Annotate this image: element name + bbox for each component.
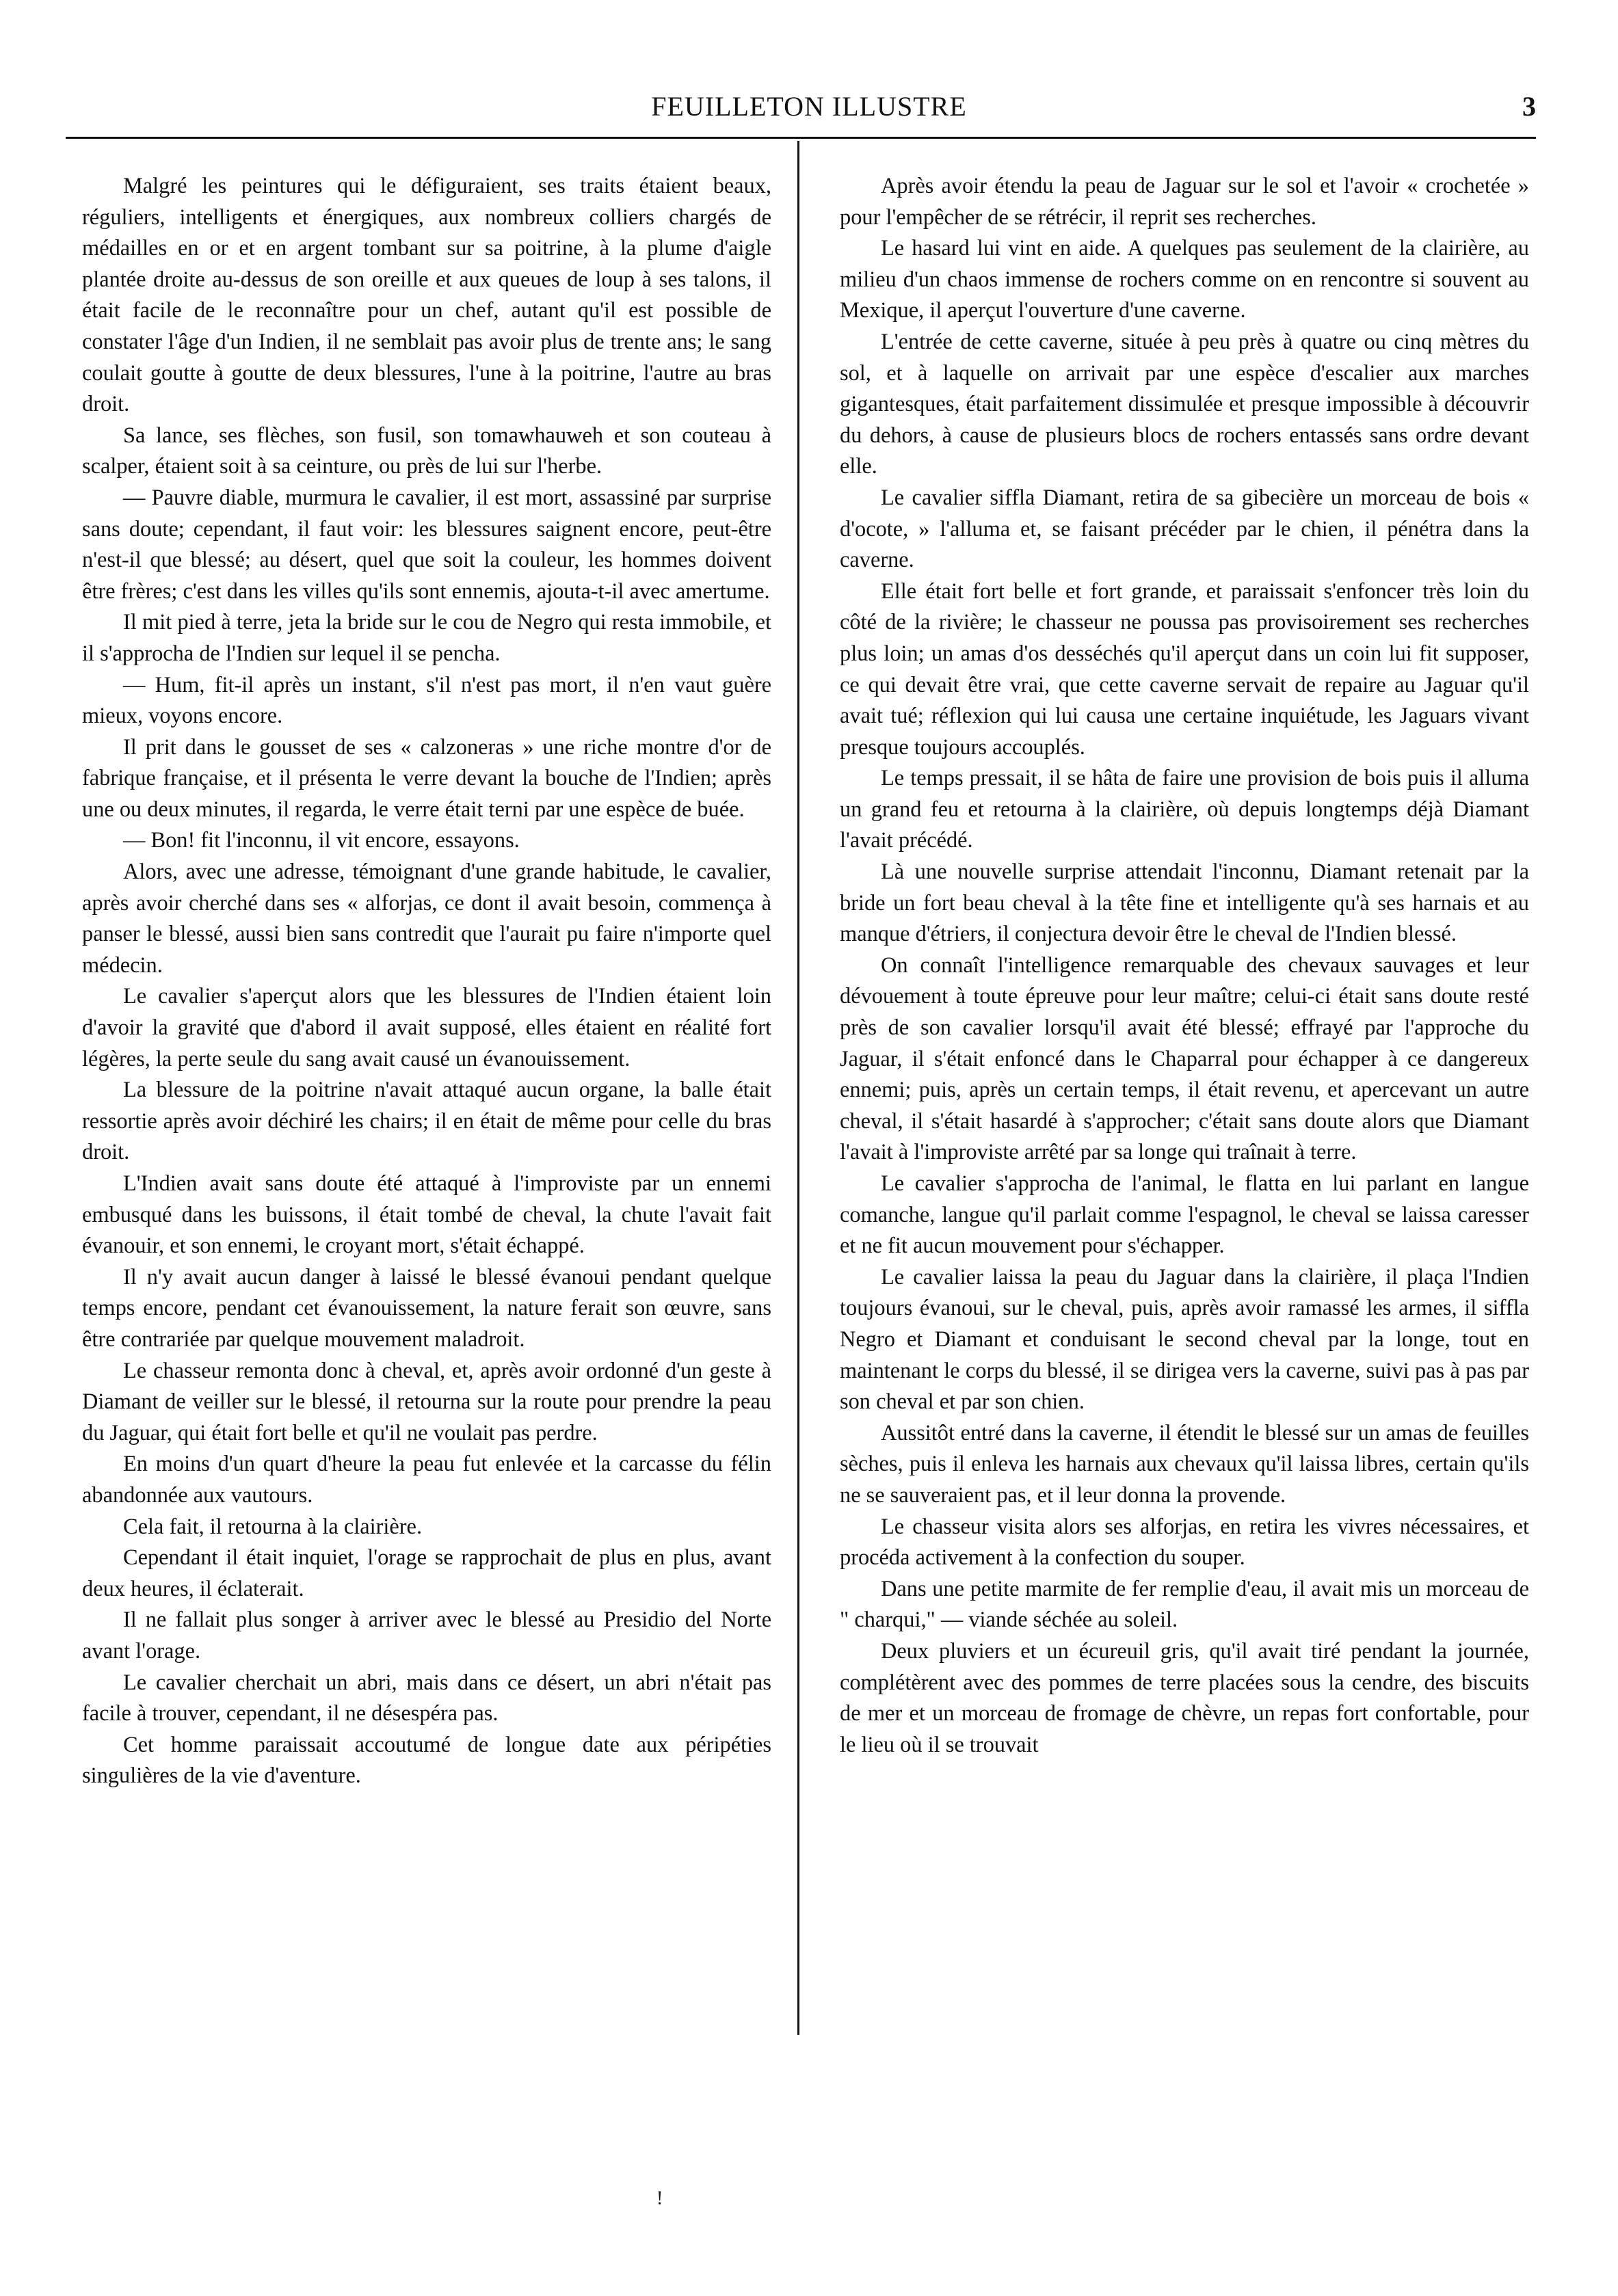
paragraph: Le temps pressait, il se hâta de faire une provision de bois puis il alluma un grand feu et retourna à la clairière, où depuis longtemps déjà Diamant l'avait précédé.	[840, 766, 1529, 853]
paragraph: Il mit pied à terre, jeta la bride sur le cou de Negro qui resta immobile, et il s'approcha de l'Indien sur lequel il se pencha.	[82, 610, 771, 666]
paragraph: Après avoir étendu la peau de Jaguar sur le sol et l'avoir « crochetée » pour l'empêcher de se rétrécir, il reprit ses recherches.	[840, 174, 1529, 230]
paragraph: Le cavalier siffla Diamant, retira de sa gibecière un morceau de bois « d'ocote, » l'alluma et, se faisant précéder par le chien, il pénétra dans la caverne.	[840, 485, 1529, 573]
paragraph: Le cavalier s'approcha de l'animal, le flatta en lui parlant en langue comanche, langue qu'il parlait comme l'espagnol, le cheval se laissa caresser et ne fit aucun mouvement pour s'échapper.	[840, 1171, 1529, 1259]
column-divider	[797, 141, 799, 2035]
right-column	[840, 171, 1529, 1761]
paragraph: Il prit dans le gousset de ses « calzoneras » une riche montre d'or de fabrique française, et il présenta le verre devant la bouche de l'Indien; après une ou deux minutes, il regarda, le verre était terni par une espèce de buée.	[82, 734, 771, 822]
paragraph: Cependant il était inquiet, l'orage se rapprochait de plus en plus, avant deux heures, il éclaterait.	[82, 1545, 771, 1601]
paragraph: L'Indien avait sans doute été attaqué à l'improviste par un ennemi embusqué dans les buissons, il était tombé de cheval, la chute l'avait fait évanouir, et son ennemi, le croyant mort, s'était échappé.	[82, 1171, 771, 1259]
paragraph: Malgré les peintures qui le défiguraient, ses traits étaient beaux, réguliers, intelligents et énergiques, aux nombreux colliers chargés de médailles en or et en argent tombant sur sa poitrine, à la plume d'aigle plantée droite au-dessus de son oreille et aux queues de loup à ses talons, il était facile de le reconnaître pour un chef, autant qu'il est possible de constater l'âge d'un Indien, il ne semblait pas avoir plus de trente ans; le sang coulait goutte à goutte de deux blessures, l'une à la poitrine, l'autre au bras droit.	[82, 174, 771, 417]
page-number: 3	[1522, 91, 1536, 122]
footer-mark: !	[657, 2188, 663, 2209]
left-column	[82, 171, 771, 1792]
paragraph: La blessure de la poitrine n'avait attaqué aucun organe, la balle était ressortie après avoir déchiré les chairs; il en était de même pour celle du bras droit.	[82, 1078, 771, 1165]
paragraph: Alors, avec une adresse, témoignant d'une grande habitude, le cavalier, après avoir cherché dans ses « alforjas, ce dont il avait besoin, commença à panser le blessé, aussi bien sans contredit que l'aurait pu faire n'importe quel médecin.	[82, 859, 771, 978]
paragraph: — Bon! fit l'inconnu, il vit encore, essayons.	[123, 828, 520, 853]
paragraph: — Hum, fit-il après un instant, s'il n'est pas mort, il n'en vaut guère mieux, voyons encore.	[82, 672, 771, 729]
paragraph: Le chasseur visita alors ses alforjas, en retira les vivres nécessaires, et procéda activement à la confection du souper.	[840, 1514, 1529, 1571]
paragraph: Le hasard lui vint en aide. A quelques pas seulement de la clairière, au milieu d'un chaos immense de rochers comme on en rencontre si souvent au Mexique, il aperçut l'ouverture d'une caverne.	[840, 236, 1529, 323]
paragraph: Deux pluviers et un écureuil gris, qu'il avait tiré pendant la journée, complétèrent avec des pommes de terre placées sous la cendre, des biscuits de mer et un morceau de fromage de chèvre, un repas fort confortable, pour le lieu où il se trouvait	[840, 1638, 1529, 1757]
paragraph: Le cavalier cherchait un abri, mais dans ce désert, un abri n'était pas facile à trouver, cependant, il ne désespéra pas.	[82, 1670, 771, 1726]
paragraph: Sa lance, ses flèches, son fusil, son tomawhauweh et son couteau à scalper, étaient soit à sa ceinture, ou près de lui sur l'herbe.	[82, 423, 771, 479]
paragraph: Le cavalier laissa la peau du Jaguar dans la clairière, il plaça l'Indien toujours évanoui, sur le cheval, puis, après avoir ramassé les armes, il siffla Negro et Diamant et conduisant le second cheval par la longe, tout en maintenant le corps du blessé, il se dirigea vers la caverne, suivi pas à pas par son cheval et par son chien.	[840, 1264, 1529, 1415]
paragraph: Il ne fallait plus songer à arriver avec le blessé au Presidio del Norte avant l'orage.	[82, 1607, 771, 1664]
paragraph: Cet homme paraissait accoutumé de longue date aux péripéties singulières de la vie d'aventure.	[82, 1732, 771, 1789]
paragraph: Dans une petite marmite de fer remplie d'eau, il avait mis un morceau de " charqui," — viande séchée au soleil.	[840, 1576, 1529, 1633]
paragraph: — Pauvre diable, murmura le cavalier, il est mort, assassiné par surprise sans doute; cependant, il faut voir: les blessures saignent encore, peut-être n'est-il que blessé; au désert, quel que soit la couleur, les hommes doivent être frères; c'est dans les villes qu'ils sont ennemis, ajouta-t-il avec amertume.	[82, 485, 771, 604]
paragraph: On connaît l'intelligence remarquable des chevaux sauvages et leur dévouement à toute épreuve pour leur maître; celui-ci était sans doute resté près de son cavalier lorsqu'il avait été blessé; effrayé par l'approche du Jaguar, il s'était enfoncé dans le Chaparral pour échapper à ce dangereux ennemi; puis, après un certain temps, il était revenu, et apercevant un autre cheval, il s'était hasardé à s'approcher; c'était sans doute alors que Diamant l'avait à l'improviste arrêté par sa longe qui traînait à terre.	[840, 952, 1529, 1165]
paragraph: Là une nouvelle surprise attendait l'inconnu, Diamant retenait par la bride un fort beau cheval à la tête fine et intelligente qu'à ses harnais et au manque d'étriers, il conjectura devoir être le cheval de l'Indien blessé.	[840, 859, 1529, 947]
page-title: FEUILLETON ILLUSTRE	[651, 91, 967, 122]
paragraph: Il n'y avait aucun danger à laissé le blessé évanoui pendant quelque temps encore, pendant cet évanouissement, la nature ferait son œuvre, sans être contrariée par quelque mouvement maladroit.	[82, 1264, 771, 1352]
paragraph: Elle était fort belle et fort grande, et paraissait s'enfoncer très loin du côté de la rivière; le chasseur ne poussa pas provisoirement ses recherches plus loin; un amas d'os desséchés qu'il aperçut dans un coin lui fit supposer, ce qui devait être vrai, que cette caverne servait de repaire au Jaguar qu'il avait tué; réflexion qui lui causa une certaine inquiétude, les Jaguars vivant presque toujours accouplés.	[840, 578, 1529, 760]
paragraph: Le chasseur remonta donc à cheval, et, après avoir ordonné d'un geste à Diamant de veiller sur le blessé, il retourna sur la route pour prendre la peau du Jaguar, qui était fort belle et qu'il ne voulait pas perdre.	[82, 1358, 771, 1445]
paragraph: Aussitôt entré dans la caverne, il étendit le blessé sur un amas de feuilles sèches, puis il enleva les harnais aux chevaux qu'il laissa libres, certain qu'ils ne se sauveraient pas, et il leur donna la provende.	[840, 1420, 1529, 1508]
paragraph: Le cavalier s'aperçut alors que les blessures de l'Indien étaient loin d'avoir la gravité que d'abord il avait supposé, elles étaient en réalité fort légères, la perte seule du sang avait causé un évanouissement.	[82, 984, 771, 1071]
paragraph: L'entrée de cette caverne, située à peu près à quatre ou cinq mètres du sol, et à laquelle on arrivait par une espèce d'escalier aux marches gigantesques, était parfaitement dissimulée et presque impossible à découvrir du dehors, à cause de plusieurs blocs de rochers entassés sans ordre devant elle.	[840, 329, 1529, 479]
paragraph: En moins d'un quart d'heure la peau fut enlevée et la carcasse du félin abandonnée aux vautours.	[82, 1452, 771, 1508]
header-rule	[66, 137, 1536, 139]
paragraph: Cela fait, il retourna à la clairière.	[123, 1514, 423, 1539]
